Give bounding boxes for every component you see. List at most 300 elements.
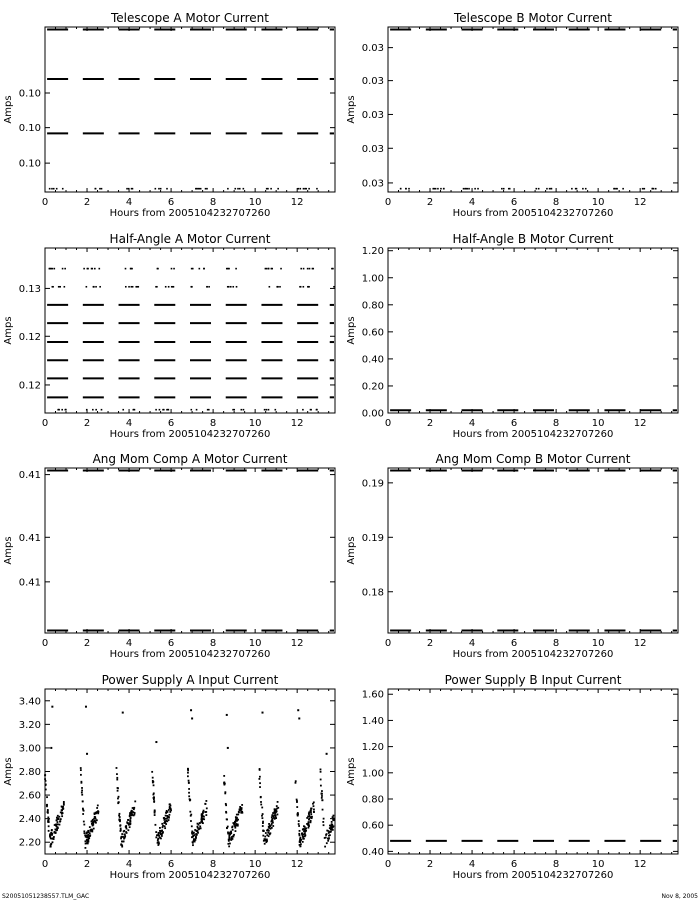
data-point xyxy=(168,809,170,811)
data-point xyxy=(232,829,234,831)
x-axis-label: Hours from 2005104232707260 xyxy=(109,429,271,440)
data-point xyxy=(264,836,266,838)
data-point xyxy=(66,29,68,31)
data-point xyxy=(326,833,328,835)
data-point xyxy=(193,832,195,834)
data-point xyxy=(136,29,138,31)
data-point xyxy=(323,818,325,820)
data-point xyxy=(267,832,269,834)
data-point xyxy=(53,29,55,31)
data-point xyxy=(94,268,96,270)
data-point xyxy=(266,834,268,836)
data-point xyxy=(258,778,260,780)
data-point xyxy=(278,29,280,31)
data-point xyxy=(136,286,138,288)
x-axis-label: Hours from 2005104232707260 xyxy=(452,870,614,881)
data-point xyxy=(327,840,329,842)
data-point xyxy=(266,840,268,842)
data-point xyxy=(173,268,175,270)
y-tick-label: 1.00 xyxy=(361,768,384,780)
data-point xyxy=(642,188,644,190)
data-point xyxy=(440,188,442,190)
data-point xyxy=(57,821,59,823)
y-tick-label: 0.10 xyxy=(18,158,41,170)
data-point xyxy=(129,815,131,817)
data-point xyxy=(96,819,98,821)
data-point xyxy=(239,188,241,190)
data-point xyxy=(323,824,325,826)
data-point xyxy=(330,828,332,830)
data-point xyxy=(116,779,118,781)
data-point xyxy=(116,773,118,775)
data-point xyxy=(120,830,122,832)
x-tick-label: 2 xyxy=(83,638,91,649)
data-point xyxy=(153,784,155,786)
data-point xyxy=(304,828,306,830)
data-point xyxy=(61,809,63,811)
y-tick-label: 2.20 xyxy=(18,837,41,849)
y-axis-label: Amps xyxy=(346,536,357,565)
x-tick-label: 6 xyxy=(510,418,518,429)
x-tick-label: 8 xyxy=(209,197,217,208)
data-point xyxy=(302,834,304,836)
data-point xyxy=(63,801,65,803)
data-point xyxy=(158,188,160,190)
data-point xyxy=(52,286,54,288)
data-point xyxy=(225,812,227,814)
data-point xyxy=(121,833,123,835)
data-point xyxy=(241,811,243,813)
data-point xyxy=(84,29,86,31)
data-point xyxy=(313,811,315,813)
data-point xyxy=(47,821,49,823)
data-point xyxy=(236,286,238,288)
data-point xyxy=(127,819,129,821)
data-point xyxy=(191,268,193,270)
data-point xyxy=(121,846,123,848)
data-point xyxy=(237,188,239,190)
data-point xyxy=(302,409,304,411)
data-point xyxy=(134,29,136,31)
x-tick-label: 8 xyxy=(552,859,560,870)
data-point xyxy=(64,286,66,288)
data-point xyxy=(268,29,270,31)
data-point xyxy=(300,268,302,270)
y-tick-label: 0.10 xyxy=(18,123,41,135)
data-point xyxy=(191,409,193,411)
data-point xyxy=(168,286,170,288)
data-point xyxy=(171,29,173,31)
data-point xyxy=(238,29,240,31)
data-point xyxy=(155,831,157,833)
data-point xyxy=(83,810,85,812)
data-point xyxy=(205,800,207,802)
data-point xyxy=(131,814,133,816)
data-point xyxy=(194,829,196,831)
data-point xyxy=(259,782,261,784)
data-point xyxy=(169,811,171,813)
chart-title: Ang Mom Comp A Motor Current xyxy=(92,452,288,466)
data-point xyxy=(296,801,298,803)
x-tick-label: 8 xyxy=(552,418,560,429)
data-point xyxy=(303,188,305,190)
data-point xyxy=(154,814,156,816)
data-point xyxy=(302,829,304,831)
data-point xyxy=(95,822,97,824)
x-tick-label: 6 xyxy=(510,859,518,870)
chart-panel-7 xyxy=(3,673,335,881)
data-point xyxy=(239,809,241,811)
data-point xyxy=(133,409,135,411)
data-point xyxy=(84,832,86,834)
data-point xyxy=(468,188,470,190)
data-point xyxy=(161,823,163,825)
data-point xyxy=(236,817,238,819)
data-point xyxy=(277,188,279,190)
data-point xyxy=(192,844,194,846)
y-axis-label: Amps xyxy=(3,95,14,124)
data-point xyxy=(206,29,208,31)
data-point xyxy=(226,818,228,820)
data-point xyxy=(196,830,198,832)
data-point xyxy=(321,799,323,801)
data-point xyxy=(260,796,262,798)
data-point xyxy=(273,811,275,813)
data-point xyxy=(158,835,160,837)
data-point xyxy=(503,188,505,190)
data-point xyxy=(303,831,305,833)
data-point xyxy=(301,832,303,834)
x-tick-label: 4 xyxy=(468,418,476,429)
data-point xyxy=(192,842,194,844)
data-point xyxy=(322,821,324,823)
data-point xyxy=(302,838,304,840)
data-point xyxy=(313,29,315,31)
chart-title: Ang Mom Comp B Motor Current xyxy=(435,452,631,466)
x-tick-label: 2 xyxy=(83,418,91,429)
data-point xyxy=(299,841,301,843)
data-point xyxy=(320,771,322,773)
data-point xyxy=(262,835,264,837)
data-point xyxy=(299,838,301,840)
data-point xyxy=(80,767,82,769)
data-point xyxy=(571,188,573,190)
y-tick-label: 0.60 xyxy=(361,327,384,339)
data-point xyxy=(308,188,310,190)
data-point xyxy=(228,845,230,847)
data-point xyxy=(50,834,52,836)
data-point xyxy=(102,29,104,31)
x-tick-label: 10 xyxy=(591,859,605,870)
data-point xyxy=(262,813,264,815)
data-point xyxy=(164,827,166,829)
data-point xyxy=(272,822,274,824)
data-point xyxy=(83,830,85,832)
data-point xyxy=(298,833,300,835)
data-point xyxy=(45,780,47,782)
data-point xyxy=(116,777,118,779)
x-tick-label: 10 xyxy=(591,197,605,208)
data-point xyxy=(275,409,277,411)
data-point xyxy=(262,821,264,823)
data-point xyxy=(322,809,324,811)
data-point xyxy=(126,828,128,830)
x-tick-label: 8 xyxy=(552,197,560,208)
data-point xyxy=(266,409,268,411)
data-point xyxy=(474,188,476,190)
data-point xyxy=(51,834,53,836)
data-point xyxy=(331,827,333,829)
data-point xyxy=(230,286,232,288)
plot-frame xyxy=(388,27,678,192)
data-point xyxy=(227,826,229,828)
y-tick-label: 0.03 xyxy=(361,178,384,190)
data-point xyxy=(133,807,135,809)
data-point xyxy=(166,29,168,31)
data-point xyxy=(275,811,277,813)
data-point xyxy=(243,409,245,411)
data-point xyxy=(93,818,95,820)
data-points xyxy=(47,470,334,630)
data-point xyxy=(328,838,330,840)
data-point xyxy=(60,29,62,31)
data-points xyxy=(44,706,335,849)
data-point xyxy=(86,835,88,837)
x-tick-label: 0 xyxy=(384,638,392,649)
data-points xyxy=(47,268,335,411)
data-point xyxy=(273,817,275,819)
plot-frame xyxy=(45,248,335,413)
data-point xyxy=(400,188,402,190)
data-point xyxy=(234,827,236,829)
data-point xyxy=(65,409,67,411)
data-point xyxy=(153,801,155,803)
data-point xyxy=(243,188,245,190)
data-point xyxy=(324,846,326,848)
data-point xyxy=(171,268,173,270)
data-point xyxy=(94,820,96,822)
y-tick-label: 1.20 xyxy=(361,246,384,258)
x-tick-label: 10 xyxy=(248,638,262,649)
data-point xyxy=(585,188,587,190)
data-point xyxy=(238,811,240,813)
data-point xyxy=(199,268,201,270)
y-tick-label: 0.20 xyxy=(361,381,384,393)
footer-filename: S20051051238557.TLM_GAC xyxy=(2,893,90,900)
data-point xyxy=(310,813,312,815)
data-point xyxy=(53,836,55,838)
data-point xyxy=(89,832,91,834)
x-tick-label: 4 xyxy=(125,859,133,870)
data-point xyxy=(59,286,61,288)
data-point xyxy=(117,787,119,789)
data-point xyxy=(331,823,333,825)
data-point xyxy=(132,29,134,31)
data-point xyxy=(308,827,310,829)
data-point xyxy=(58,818,60,820)
data-point xyxy=(157,844,159,846)
y-tick-label: 3.00 xyxy=(18,743,41,755)
chart-title: Power Supply A Input Current xyxy=(101,673,279,687)
data-point xyxy=(333,286,335,288)
data-point xyxy=(54,831,56,833)
data-point xyxy=(208,286,210,288)
x-tick-label: 4 xyxy=(125,418,133,429)
x-tick-label: 12 xyxy=(290,859,304,870)
x-tick-label: 0 xyxy=(384,859,392,870)
data-point xyxy=(405,188,407,190)
data-point xyxy=(161,830,163,832)
data-point xyxy=(128,286,130,288)
data-point xyxy=(229,837,231,839)
data-point xyxy=(187,775,189,777)
x-tick-label: 6 xyxy=(167,638,175,649)
data-point xyxy=(96,812,98,814)
data-point xyxy=(165,286,167,288)
data-point xyxy=(261,815,263,817)
data-point xyxy=(274,813,276,815)
data-point xyxy=(264,838,266,840)
data-point xyxy=(51,706,53,708)
data-point xyxy=(83,824,85,826)
data-point xyxy=(156,29,158,31)
data-point xyxy=(155,824,157,826)
data-point xyxy=(270,821,272,823)
data-point xyxy=(269,825,271,827)
data-point xyxy=(153,796,155,798)
data-point xyxy=(204,811,206,813)
data-point xyxy=(190,820,192,822)
data-point xyxy=(82,801,84,803)
data-point xyxy=(270,188,272,190)
x-tick-label: 8 xyxy=(209,418,217,429)
data-point xyxy=(464,188,466,190)
chart-panel-6 xyxy=(346,452,678,660)
data-point xyxy=(309,29,311,31)
data-point xyxy=(190,709,192,711)
data-point xyxy=(199,822,201,824)
data-point xyxy=(96,807,98,809)
data-point xyxy=(199,825,201,827)
data-point xyxy=(129,819,131,821)
x-tick-label: 12 xyxy=(290,638,304,649)
data-point xyxy=(272,825,274,827)
data-point xyxy=(48,830,50,832)
data-point xyxy=(58,286,60,288)
data-point xyxy=(83,268,85,270)
y-tick-label: 0.80 xyxy=(361,300,384,312)
data-point xyxy=(204,29,206,31)
data-point xyxy=(259,776,261,778)
data-point xyxy=(208,409,210,411)
y-tick-label: 0.10 xyxy=(18,88,41,100)
data-point xyxy=(615,188,617,190)
y-tick-label: 1.20 xyxy=(361,742,384,754)
data-point xyxy=(229,839,231,841)
data-point xyxy=(203,818,205,820)
data-point xyxy=(264,843,266,845)
data-point xyxy=(189,798,191,800)
data-point xyxy=(125,286,127,288)
x-tick-label: 6 xyxy=(167,418,175,429)
y-axis-label: Amps xyxy=(3,757,14,786)
data-point xyxy=(202,822,204,824)
data-point xyxy=(321,795,323,797)
data-point xyxy=(92,822,94,824)
data-point xyxy=(101,409,103,411)
data-point xyxy=(117,798,119,800)
data-point xyxy=(259,768,261,770)
data-point xyxy=(549,188,551,190)
data-point xyxy=(130,268,132,270)
data-point xyxy=(259,786,261,788)
data-point xyxy=(60,818,62,820)
data-point xyxy=(160,838,162,840)
data-point xyxy=(275,816,277,818)
data-point xyxy=(91,829,93,831)
data-point xyxy=(191,29,193,31)
data-point xyxy=(49,188,51,190)
data-point xyxy=(157,268,159,270)
data-point xyxy=(501,188,503,190)
data-point xyxy=(117,790,119,792)
data-point xyxy=(269,833,271,835)
data-point xyxy=(86,409,88,411)
data-point xyxy=(226,827,228,829)
data-point xyxy=(48,825,50,827)
x-tick-label: 12 xyxy=(290,197,304,208)
data-point xyxy=(328,832,330,834)
chart-panel-5 xyxy=(3,452,335,660)
x-tick-label: 12 xyxy=(633,418,647,429)
data-point xyxy=(225,803,227,805)
data-point xyxy=(206,286,208,288)
data-point xyxy=(88,841,90,843)
data-point xyxy=(310,812,312,814)
data-point xyxy=(203,268,205,270)
data-point xyxy=(308,818,310,820)
data-point xyxy=(87,831,89,833)
data-point xyxy=(46,796,48,798)
data-point xyxy=(134,800,136,802)
data-point xyxy=(273,29,275,31)
chart-panel-3 xyxy=(3,232,335,440)
data-point xyxy=(299,188,301,190)
data-point xyxy=(169,803,171,805)
data-point xyxy=(95,188,97,190)
data-point xyxy=(171,286,173,288)
x-tick-label: 12 xyxy=(633,638,647,649)
data-point xyxy=(191,831,193,833)
data-point xyxy=(154,811,156,813)
y-tick-label: 0.41 xyxy=(18,470,41,482)
chart-title: Telescope A Motor Current xyxy=(111,11,269,25)
plot-frame xyxy=(45,468,335,633)
data-point xyxy=(332,819,334,821)
data-point xyxy=(127,829,129,831)
data-point xyxy=(266,188,268,190)
data-point xyxy=(195,839,197,841)
y-axis-label: Amps xyxy=(3,316,14,345)
data-point xyxy=(152,777,154,779)
data-point xyxy=(307,822,309,824)
data-point xyxy=(168,409,170,411)
data-point xyxy=(233,29,235,31)
data-point xyxy=(85,847,87,849)
data-point xyxy=(53,268,55,270)
data-point xyxy=(192,836,194,838)
data-point xyxy=(299,286,301,288)
